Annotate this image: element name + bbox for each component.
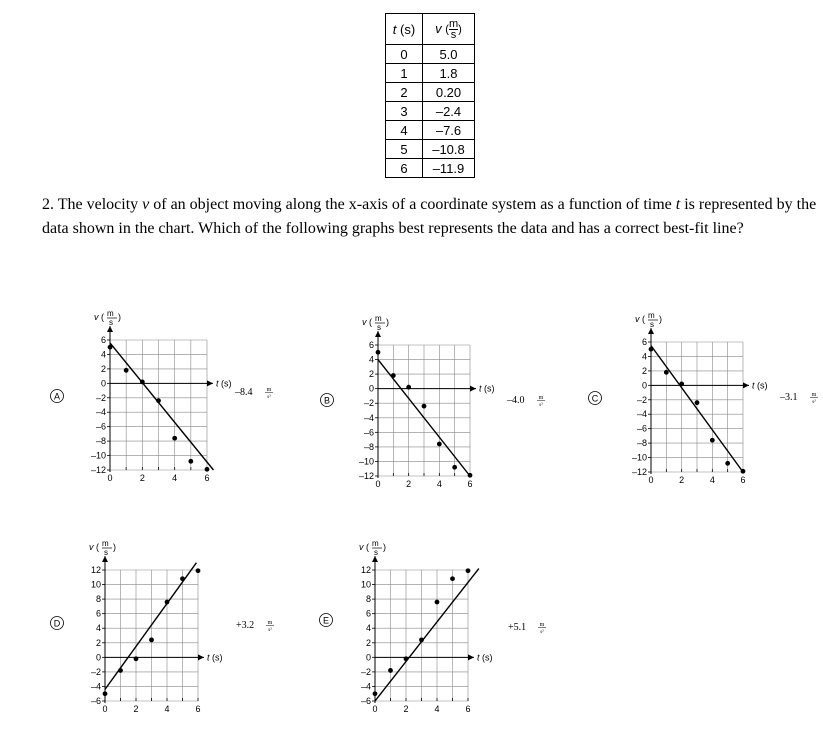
option-b-letter: B [323,395,331,406]
table-cell-t: 2 [386,83,423,102]
slope-label-c: –3.1 [780,392,798,403]
slope-label-e: +5.1 [508,622,527,633]
data-point [741,469,746,474]
option-d-letter: D [53,618,61,629]
slope-unit-den: s² [812,400,816,405]
slope-label-d: +3.2 [236,620,255,631]
table-cell-t: 4 [386,121,423,140]
y-tick-label: 4 [100,349,106,360]
y-unit-num: m [648,311,655,320]
y-axis-label: v ( [94,312,104,322]
y-tick-label: –12 [358,471,374,481]
table-row [386,83,475,102]
y-tick-label: –10 [358,456,374,467]
table-row [386,45,475,64]
y-tick-label: –10 [631,452,647,463]
data-point [388,668,393,673]
x-tick-label: 6 [465,704,471,714]
y-tick-label: –6 [363,427,374,438]
data-point [391,373,396,378]
y-tick-label: 10 [360,579,371,590]
y-unit-close: ) [113,542,116,552]
data-point [118,668,123,673]
x-tick-label: 0 [102,704,108,714]
x-tick-label: 0 [107,473,113,483]
slope-unit-den: s² [539,403,543,408]
y-tick-label: 2 [365,637,371,648]
y-unit-den: s [104,548,108,557]
x-axis-arrow [207,380,213,386]
y-axis-label: v ( [89,542,99,552]
slope-unit-num: m [266,387,272,393]
slope-unit-den: s² [267,395,271,400]
y-unit-num: m [375,314,382,323]
data-point [710,438,715,443]
x-tick-label: 2 [679,475,685,485]
best-fit-line [110,343,213,470]
table-cell-v: 5.0 [423,45,475,64]
y-tick-label: 0 [641,380,647,391]
option-c-graph [570,295,823,495]
y-tick-label: 6 [100,335,106,345]
x-tick-label: 2 [139,473,145,483]
table-row [386,121,475,140]
slope-label-a: –8.4 [235,387,253,398]
data-point [725,461,730,466]
data-point [156,398,161,403]
y-tick-label: –4 [636,409,647,420]
data-point [450,576,455,581]
y-unit-num: m [107,309,114,318]
table-cell-v: 0.20 [423,83,475,102]
option-b-graph [290,300,560,500]
y-axis-label: v ( [362,317,372,327]
x-tick-label: 4 [434,704,440,714]
y-tick-label: 0 [100,378,106,389]
table-row [386,159,475,178]
data-table [385,13,475,178]
y-tick-label: –6 [90,696,101,706]
question-text [42,193,823,241]
y-tick-label: –12 [90,465,106,475]
x-tick-label: 2 [133,704,139,714]
y-tick-label: 12 [90,565,101,575]
x-tick-label: 6 [204,473,210,483]
option-c-letter: C [591,393,599,404]
slope-unit-num: m [267,620,273,626]
data-point [134,656,139,661]
data-point [437,442,442,447]
data-point [695,400,700,405]
table-cell-t: 0 [386,45,423,64]
data-point [205,467,210,472]
x-axis-label: t (s) [207,652,223,663]
data-point [419,637,424,642]
data-point [188,459,193,464]
y-tick-label: 0 [365,652,371,663]
slope-unit-den: s² [540,630,544,635]
x-tick-label: 4 [436,479,442,489]
y-tick-label: 0 [368,383,374,394]
data-point [435,600,440,605]
data-point [422,404,427,409]
slope-unit-num: m [539,622,545,628]
y-unit-close: ) [118,312,121,322]
option-d-graph [0,525,300,735]
slope-label-b: –4.0 [507,395,525,406]
option-e-graph [290,525,590,740]
x-axis-label: t (s) [752,380,768,391]
table-row [386,64,475,83]
y-tick-label: 6 [641,337,647,347]
y-unit-close: ) [386,317,389,327]
y-tick-label: 12 [360,565,371,575]
table-cell-t: 1 [386,64,423,83]
y-tick-label: –6 [95,421,106,432]
y-tick-label: –4 [363,412,374,423]
y-tick-label: –4 [95,407,106,418]
data-point [452,465,457,470]
x-tick-label: 2 [406,479,412,489]
x-tick-label: 4 [164,704,170,714]
y-tick-label: –2 [360,666,371,677]
x-axis-arrow [743,382,749,388]
y-unit-den: s [374,548,378,557]
y-tick-label: –2 [90,666,101,677]
x-axis-arrow [470,386,476,392]
slope-unit-den: s² [268,628,272,633]
data-point [165,600,170,605]
x-tick-label: 4 [172,473,178,483]
data-point [468,473,473,478]
x-tick-label: 0 [375,479,381,489]
data-point [373,691,378,696]
x-tick-label: 4 [709,475,715,485]
table-header-row [386,14,475,45]
y-unit-den: s [650,320,654,329]
data-point [376,350,381,355]
y-unit-close: ) [383,542,386,552]
y-tick-label: –2 [95,392,106,403]
y-tick-label: 2 [368,369,374,380]
table-cell-v: –2.4 [423,102,475,121]
data-point [103,691,108,696]
table-header-t: t (s) [386,14,423,45]
question-number: 2. [42,196,54,213]
y-tick-label: –6 [360,696,371,706]
y-unit-num: m [102,539,109,548]
y-axis-label: v ( [359,542,369,552]
table-cell-v: –11.9 [423,159,475,178]
y-tick-label: 2 [100,363,106,374]
table-row [386,102,475,121]
table-cell-v: 1.8 [423,64,475,83]
y-tick-label: –2 [363,398,374,409]
table-cell-t: 5 [386,140,423,159]
x-axis-label: t (s) [479,383,495,394]
x-tick-label: 6 [195,704,201,714]
y-unit-den: s [377,323,381,332]
y-tick-label: 2 [95,637,101,648]
x-axis-label: t (s) [216,378,232,389]
table-header-v: v ( $\frac{m}{s}$ ) [423,14,475,45]
y-tick-label: –6 [636,423,647,434]
data-point [149,637,154,642]
data-point [180,576,185,581]
data-point [649,347,654,352]
slope-unit-num: m [538,395,544,401]
y-tick-label: –12 [631,467,647,477]
y-tick-label: 6 [365,608,371,619]
y-tick-label: 4 [368,354,374,365]
option-a-letter: A [53,391,61,402]
y-axis-label: v ( [635,314,645,324]
y-tick-label: –4 [360,681,371,692]
data-point [406,385,411,390]
y-tick-label: 4 [365,623,371,634]
data-point [140,379,145,384]
table-cell-t: 3 [386,102,423,121]
y-tick-label: –8 [636,438,647,449]
x-tick-label: 0 [648,475,654,485]
table-cell-t: 6 [386,159,423,178]
y-unit-close: ) [659,314,662,324]
x-tick-label: 6 [467,479,473,489]
y-tick-label: –8 [95,436,106,447]
y-tick-label: –8 [363,441,374,452]
data-point [664,370,669,375]
y-unit-den: s [109,318,113,327]
data-point [404,656,409,661]
data-point [124,368,129,373]
option-e-letter: E [322,615,330,626]
x-tick-label: 6 [740,475,746,485]
data-point [466,568,471,573]
y-tick-label: 0 [95,652,101,663]
question-body: The velocity v of an object moving along the x-axis of a coordinate system as a function of time t is represented by the data shown in the chart. Which of the following graphs best represents the data and has a correct best-fit line? [42,196,817,237]
y-tick-label: 6 [368,340,374,350]
y-tick-label: 8 [95,594,101,605]
table-cell-v: –7.6 [423,121,475,140]
y-tick-label: 6 [95,608,101,619]
data-point [108,345,113,350]
y-tick-label: 2 [641,365,647,376]
x-axis-label: t (s) [477,652,493,663]
y-unit-num: m [372,539,379,548]
data-point [196,568,201,573]
y-tick-label: 10 [90,579,101,590]
table-row [386,140,475,159]
y-tick-label: 4 [95,623,101,634]
x-tick-label: 0 [372,704,378,714]
y-tick-label: 4 [641,351,647,362]
data-point [679,381,684,386]
slope-unit-num: m [811,392,817,398]
data-point [172,436,177,441]
table-cell-v: –10.8 [423,140,475,159]
y-tick-label: 8 [365,594,371,605]
option-a-graph [0,295,285,500]
x-axis-arrow [468,654,474,660]
y-tick-label: –4 [90,681,101,692]
y-tick-label: –10 [90,450,106,461]
x-tick-label: 2 [403,704,409,714]
x-axis-arrow [198,654,204,660]
y-tick-label: –2 [636,394,647,405]
